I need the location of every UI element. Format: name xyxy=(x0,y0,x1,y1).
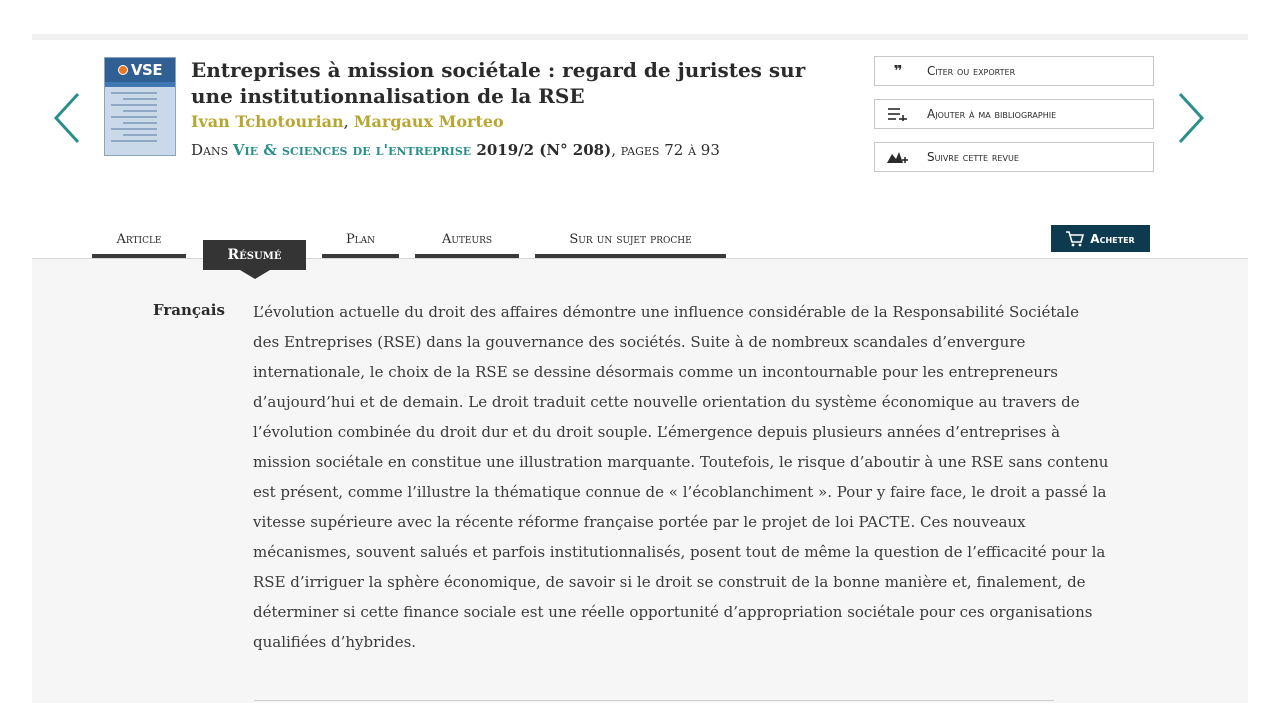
follow-journal-label: Suivre cette revue xyxy=(927,150,1019,164)
author-list xyxy=(191,112,504,131)
list-add-icon xyxy=(887,107,909,121)
previous-article-button[interactable] xyxy=(48,88,88,148)
tab-resume[interactable]: Résumé xyxy=(203,240,306,270)
source-prefix: Dans xyxy=(191,141,233,159)
abstract-text: L’évolution actuelle du droit des affaires démontre une influence considérable de la Responsabilité Sociétale des Entreprises (RSE) dans la gouvernance des sociétés. Suite à de nombreux scandales d’envergure internationale, le choix de la RSE se dessine désormais comme un incontournable pour les entrepreneurs d’aujourd’hui et de demain. Le droit traduit cette nouvelle orientation du système économique au travers de l’évolution combinée du droit dur et du droit souple. L’émergence depuis plusieurs années d’entreprises à mission sociétale en constitue une illustration marquante. Toutefois, le risque d’aboutir à une RSE sans contenu est présent, comme l’illustre la thématique connue de « l’écoblanchiment ». Pour y faire face, le droit a passé la vitesse supérieure avec la récente réforme française portée par le projet de loi PACTE. Ces nouveaux mécanismes, souvent salués et parfois institutionnalisés, posent tout de même la question de l’efficacité pour la RSE d’irriguer la sphère économique, de savoir si le droit se construit de la bonne manière et, finalement, de déterminer si cette finance sociale est une réelle opportunité d’appropriation sociétale pour ces organisations qualifiées d’hybrides. xyxy=(253,303,1109,651)
article-source xyxy=(191,141,720,159)
follow-icon xyxy=(887,150,909,164)
author-link[interactable]: Ivan Tchotourian xyxy=(191,112,344,131)
chevron-right-icon xyxy=(1170,88,1210,148)
add-bibliography-button[interactable] xyxy=(874,99,1154,129)
abstract-bottom-rule xyxy=(254,700,1054,701)
top-divider xyxy=(32,34,1248,40)
add-bibliography-label: Ajouter à ma bibliographie xyxy=(927,107,1057,121)
issue-number: 2019/2 (N° 208) xyxy=(471,141,612,159)
author-separator: , xyxy=(343,112,354,131)
tab-article[interactable]: Article xyxy=(92,232,186,258)
cover-text-lines xyxy=(105,87,175,151)
follow-journal-button[interactable] xyxy=(874,142,1154,172)
next-article-button[interactable] xyxy=(1170,88,1210,148)
journal-cover[interactable] xyxy=(104,57,176,156)
quote-icon: ❞ xyxy=(893,62,903,80)
abstract-language: Français xyxy=(153,301,225,319)
cart-icon xyxy=(1066,231,1084,247)
journal-logo xyxy=(105,58,175,82)
cite-export-button[interactable] xyxy=(874,56,1154,86)
tab-auteurs[interactable]: Auteurs xyxy=(415,232,519,258)
chevron-left-icon xyxy=(48,88,88,148)
journal-logo-icon xyxy=(118,65,128,75)
journal-link[interactable]: Vie & sciences de l'entreprise xyxy=(232,141,472,159)
buy-button[interactable] xyxy=(1051,225,1150,252)
cite-export-label: Citer ou exporter xyxy=(927,64,1016,78)
active-tab-pointer xyxy=(240,270,270,279)
page-range: , pages 72 à 93 xyxy=(611,141,720,159)
author-link[interactable]: Margaux Morteo xyxy=(353,112,504,131)
journal-logo-text: VSE xyxy=(130,61,163,79)
buy-label: Acheter xyxy=(1090,231,1135,246)
tab-related[interactable]: Sur un sujet proche xyxy=(535,232,726,258)
tab-plan[interactable]: Plan xyxy=(322,232,399,258)
article-title: Entreprises à mission sociétale : regard de juristes sur une institutionnalisation de la RSE xyxy=(191,58,806,108)
